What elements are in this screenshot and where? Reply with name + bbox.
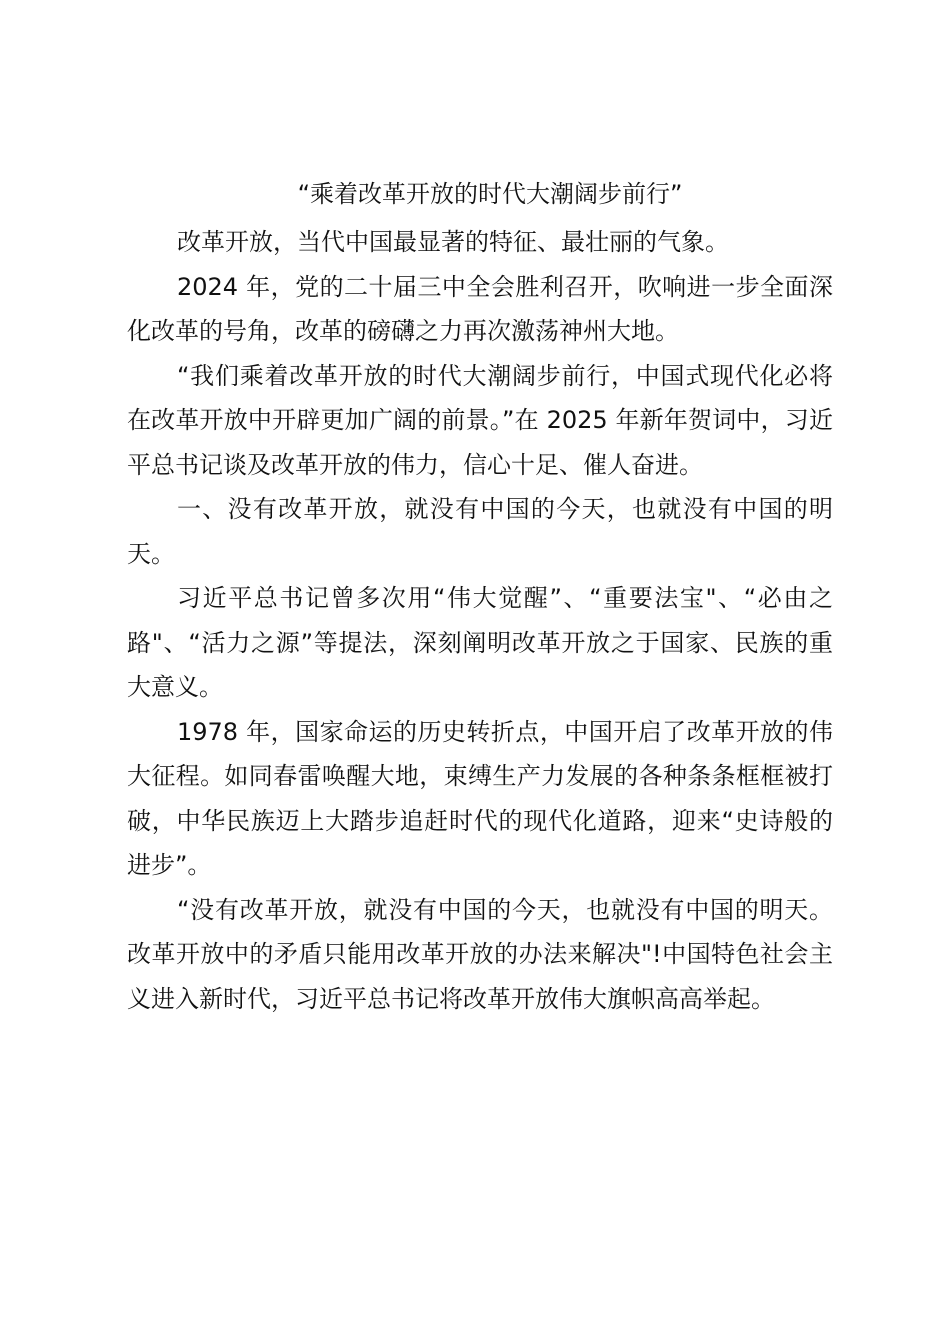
paragraph-new-year-address: “我们乘着改革开放的时代大潮阔步前行，中国式现代化必将在改革开放中开辟更加广阔的前景。”在 2025 年新年贺词中，习近平总书记谈及改革开放的伟力，信心十足、催人奋进。: [127, 361, 833, 479]
paragraph-new-era: “没有改革开放，就没有中国的今天，也就没有中国的明天。改革开放中的矛盾只能用改革开放的办法来解决"!中国特色社会主义进入新时代，习近平总书记将改革开放伟大旗帜高高举起。: [127, 895, 833, 1013]
paragraph-2024-plenum: 2024 年，党的二十届三中全会胜利召开，吹响进一步全面深化改革的号角，改革的磅礴之力再次激荡神州大地。: [127, 272, 833, 345]
paragraph-significance: 习近平总书记曾多次用“伟大觉醒”、“重要法宝"、“必由之路"、“活力之源”等提法，深刻阐明改革开放之于国家、民族的重大意义。: [127, 584, 833, 701]
paragraph-intro: 改革开放，当代中国最显著的特征、最壮丽的气象。: [177, 228, 729, 256]
document-title: “乘着改革开放的时代大潮阔步前行”: [297, 180, 683, 208]
section-heading-1: 一、没有改革开放，就没有中国的今天，也就没有中国的明天。: [127, 495, 833, 568]
document-page: [127, 172, 833, 1021]
paragraph-1978: 1978 年，国家命运的历史转折点，中国开启了改革开放的伟大征程。如同春雷唤醒大地，束缚生产力发展的各种条条框框被打破，中华民族迈上大踏步追赶时代的现代化道路，迎来“史诗般的进步”。: [127, 717, 833, 879]
